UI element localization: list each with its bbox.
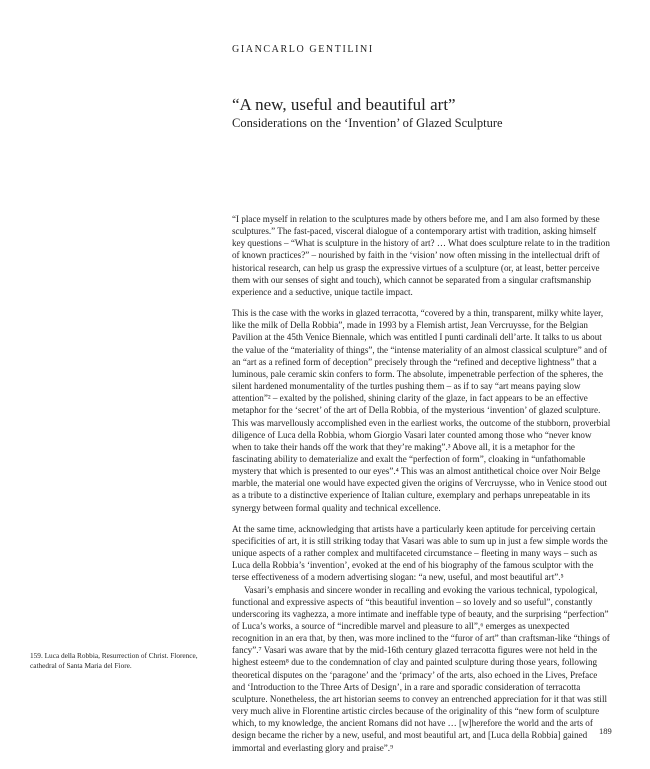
article-title: “A new, useful and beautiful art” bbox=[232, 95, 456, 114]
figure-caption: 159. Luca della Robbia, Resurrection of Christ. Florence, cathedral of Santa Maria del Fiore. bbox=[30, 651, 198, 670]
paragraph-4: Vasari’s emphasis and sincere wonder in recalling and evoking the various technical, typological, functional and expressive aspects of “this beautiful invention – so lovely and so useful”, constantly underscoring its vaghezza, a more intimate and ineffable type of beauty, and the surprising “perfection” of Luca’s works, a source of “incredible marvel and pleasure to all”,⁶ emerges as unexpected recognition in an era that, by then, was more inclined to the “furor of art” than craftsman-like “things of fancy”.⁷ Vasari was aware that by the mid-16th century glazed terracotta figures were not held in the highest esteem⁸ due to the condemnation of clay and painted sculpture during those years, following theoretical disputes on the ‘paragone’ and the ‘primacy’ of the arts, also echoed in the Lives, Preface and ‘Introduction to the Three Arts of Design’, in a rare and sporadic consideration of terracotta sculpture. Nonetheless, the art historian seems to convey an entrenched appreciation for it that was still very much alive in Florentine artistic circles because of the originality of this “new form of sculpture which, to my knowledge, the ancient Romans did not have … [w]herefore the world and the arts of design became the richer by a new, useful, and most beautiful art, and [Luca della Robbia] gained immortal and everlasting glory and praise”.⁹ bbox=[232, 584, 610, 753]
page-number: 189 bbox=[599, 726, 612, 736]
article-subtitle: Considerations on the ‘Invention’ of Glazed Sculpture bbox=[232, 116, 503, 130]
author-name: GIANCARLO GENTILINI bbox=[232, 44, 374, 55]
paragraph-2: This is the case with the works in glazed terracotta, “covered by a thin, transparent, milky white layer, like the milk of Della Robbia”, made in 1993 by a Flemish artist, Jean Vercruysse, for the Belgian Pavilion at the 45th Venice Biennale, which was entitled I punti cardinali dell’arte. It talks to us about the value of the “materiality of things”, the “intense materiality of an almost classical sculpture” and of an “art as a refined form of deception” precisely through the “refined and deceptive lightness” that a luminous, pale ceramic skin confers to form. The absolute, impenetrable perfection of the spheres, the silent hardened monumentality of the turtles pushing them – as if to say “art means paying slow attention”² – exalted by the polished, shining clarity of the glaze, in fact appears to be an effective metaphor for the ‘secret’ of the art of Della Robbia, of the mysterious ‘invention’ of glazed sculpture. This was marvellously accomplished even in the earliest works, the outcome of the stubborn, proverbial diligence of Luca della Robbia, whom Giorgio Vasari later counted among those who “never know when to take their hands off the work that they’re making”.³ Above all, it is a metaphor for the fascinating ability to dematerialize and exalt the “perfection of form”, cloaking in “unfathomable mystery that which is presented to our eyes”.⁴ This was an almost antithetical choice over Noir Belge marble, the material one would have expected given the origins of Vercruysse, who in Venice stood out as a tribute to a distinctive experience of Italian culture, exemplary and perhaps unrepeatable in its synergy between formal quality and technical excellence. bbox=[232, 308, 611, 513]
paragraph-1: “I place myself in relation to the sculptures made by others before me, and I am also formed by these sculptures.” The fast-paced, visceral dialogue of a contemporary artist with tradition, asking himself key questions – “What is sculpture in the history of art? … What does sculpture relate to in the tradition of known practices?” – nourished by faith in the ‘vision’ now often missing in the intellectual drift of historical research, can help us grasp the expressive virtues of a sculpture (or, at least, better perceive them with our senses of sight and touch), which cannot be separated from a singular craftsmanship experience and a seductive, unique tactile impact. bbox=[232, 214, 610, 297]
article-body bbox=[232, 213, 611, 763]
paragraph-3: At the same time, acknowledging that artists have a particularly keen aptitude for perceiving certain specificities of art, it is still striking today that Vasari was able to sum up in just a few simple words the unique aspects of a rather complex and multifaceted circumstance – fleeting in many ways – such as Luca della Robbia’s ‘invention’, evoked at the end of his biography of the famous sculptor with the terse effectiveness of a modern advertising slogan: “a new, useful, and most beautiful art”.⁵ bbox=[232, 523, 608, 583]
